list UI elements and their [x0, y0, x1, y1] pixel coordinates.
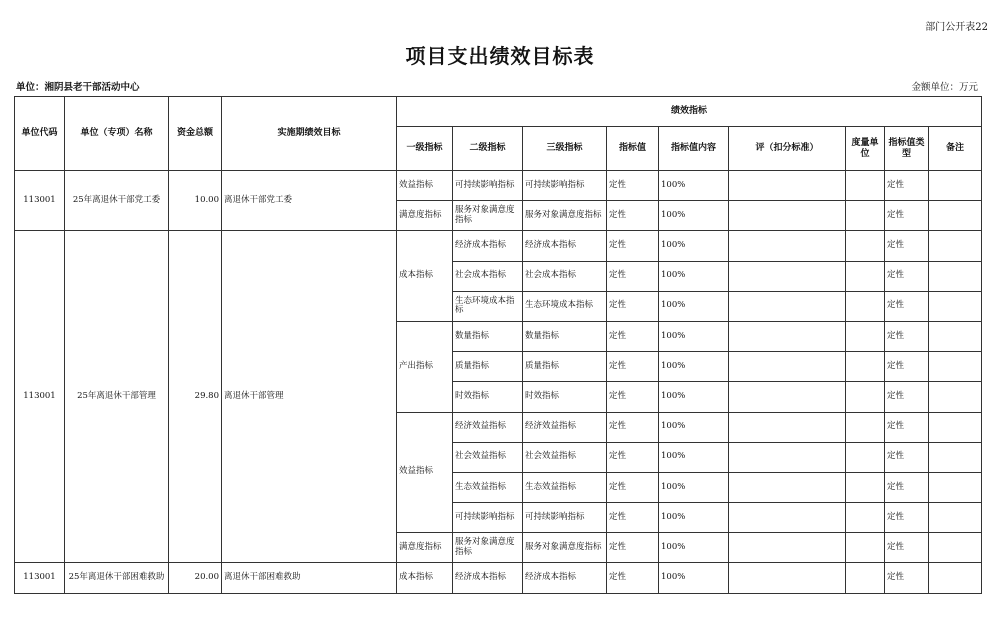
level2-indicator-cell: 质量指标 — [453, 352, 523, 382]
remark-cell — [929, 442, 982, 472]
header-value: 指标值 — [607, 127, 659, 171]
amount-cell: 10.00 — [169, 171, 222, 231]
measure-unit-cell — [846, 412, 885, 442]
value-type-cell: 定性 — [885, 442, 929, 472]
measure-unit-cell — [846, 442, 885, 472]
value-type-cell: 定性 — [885, 201, 929, 231]
score-standard-cell — [729, 201, 846, 231]
measure-unit-cell — [846, 503, 885, 533]
indicator-content-cell: 100% — [659, 442, 729, 472]
value-type-cell: 定性 — [885, 412, 929, 442]
amount-cell: 29.80 — [169, 231, 222, 563]
indicator-value-cell: 定性 — [607, 442, 659, 472]
amount-cell: 20.00 — [169, 563, 222, 593]
level2-indicator-cell: 服务对象满意度指标 — [453, 201, 523, 231]
indicator-content-cell: 100% — [659, 261, 729, 291]
indicator-value-cell: 定性 — [607, 291, 659, 321]
remark-cell — [929, 261, 982, 291]
header-code: 单位代码 — [15, 97, 65, 171]
indicator-content-cell: 100% — [659, 533, 729, 563]
score-standard-cell — [729, 442, 846, 472]
level2-indicator-cell: 生态环境成本指标 — [453, 291, 523, 321]
measure-unit-cell — [846, 472, 885, 502]
level3-indicator-cell: 可持续影响指标 — [523, 503, 607, 533]
value-type-cell: 定性 — [885, 563, 929, 593]
table-row — [15, 563, 982, 593]
measure-unit-cell — [846, 231, 885, 261]
level3-indicator-cell: 服务对象满意度指标 — [523, 533, 607, 563]
indicator-value-cell: 定性 — [607, 533, 659, 563]
remark-cell — [929, 563, 982, 593]
indicator-content-cell: 100% — [659, 503, 729, 533]
score-standard-cell — [729, 291, 846, 321]
level2-indicator-cell: 社会效益指标 — [453, 442, 523, 472]
level1-indicator-cell: 效益指标 — [397, 171, 453, 201]
measure-unit-cell — [846, 352, 885, 382]
header-remark: 备注 — [929, 127, 982, 171]
indicator-content-cell: 100% — [659, 291, 729, 321]
indicator-content-cell: 100% — [659, 321, 729, 351]
score-standard-cell — [729, 563, 846, 593]
unit-code-cell: 113001 — [15, 563, 65, 593]
remark-cell — [929, 472, 982, 502]
level2-indicator-cell: 可持续影响指标 — [453, 503, 523, 533]
level3-indicator-cell: 服务对象满意度指标 — [523, 201, 607, 231]
remark-cell — [929, 291, 982, 321]
header-score: 评（扣分标准） — [729, 127, 846, 171]
level3-indicator-cell: 数量指标 — [523, 321, 607, 351]
level1-indicator-cell: 满意度指标 — [397, 201, 453, 231]
header-measure: 度量单位 — [846, 127, 885, 171]
level3-indicator-cell: 生态环境成本指标 — [523, 291, 607, 321]
header-type: 指标值类型 — [885, 127, 929, 171]
level2-indicator-cell: 经济成本指标 — [453, 563, 523, 593]
header-name: 单位（专项）名称 — [65, 97, 169, 171]
level3-indicator-cell: 质量指标 — [523, 352, 607, 382]
indicator-value-cell: 定性 — [607, 382, 659, 412]
indicator-value-cell: 定性 — [607, 231, 659, 261]
goal-cell: 离退休干部管理 — [222, 231, 397, 563]
goal-cell: 离退休干部困难救助 — [222, 563, 397, 593]
header-lvl1: 一级指标 — [397, 127, 453, 171]
remark-cell — [929, 503, 982, 533]
level2-indicator-cell: 时效指标 — [453, 382, 523, 412]
header-lvl2: 二级指标 — [453, 127, 523, 171]
level3-indicator-cell: 可持续影响指标 — [523, 171, 607, 201]
measure-unit-cell — [846, 291, 885, 321]
remark-cell — [929, 533, 982, 563]
remark-cell — [929, 352, 982, 382]
value-type-cell: 定性 — [885, 382, 929, 412]
indicator-value-cell: 定性 — [607, 563, 659, 593]
unit-code-cell: 113001 — [15, 171, 65, 231]
score-standard-cell — [729, 503, 846, 533]
unit-code-cell: 113001 — [15, 231, 65, 563]
value-type-cell: 定性 — [885, 352, 929, 382]
page-title: 项目支出绩效目标表 — [405, 44, 595, 68]
measure-unit-cell — [846, 321, 885, 351]
table-row — [15, 231, 982, 261]
level3-indicator-cell: 生态效益指标 — [523, 472, 607, 502]
level2-indicator-cell: 经济效益指标 — [453, 412, 523, 442]
indicator-content-cell: 100% — [659, 382, 729, 412]
indicator-value-cell: 定性 — [607, 503, 659, 533]
value-type-cell: 定性 — [885, 472, 929, 502]
score-standard-cell — [729, 472, 846, 502]
project-name-cell: 25年离退休干部党工委 — [65, 171, 169, 231]
score-standard-cell — [729, 382, 846, 412]
measure-unit-cell — [846, 533, 885, 563]
measure-unit-cell — [846, 171, 885, 201]
indicator-value-cell: 定性 — [607, 352, 659, 382]
level1-indicator-cell: 产出指标 — [397, 321, 453, 412]
remark-cell — [929, 321, 982, 351]
level1-indicator-cell: 成本指标 — [397, 231, 453, 322]
money-unit-label: 金额单位：万元 — [911, 82, 978, 93]
value-type-cell: 定性 — [885, 321, 929, 351]
value-type-cell: 定性 — [885, 231, 929, 261]
indicator-value-cell: 定性 — [607, 321, 659, 351]
level2-indicator-cell: 可持续影响指标 — [453, 171, 523, 201]
score-standard-cell — [729, 261, 846, 291]
project-name-cell: 25年离退休干部困难救助 — [65, 563, 169, 593]
indicator-content-cell: 100% — [659, 231, 729, 261]
measure-unit-cell — [846, 563, 885, 593]
level2-indicator-cell: 生态效益指标 — [453, 472, 523, 502]
header-perf: 绩效指标 — [397, 97, 982, 127]
level3-indicator-cell: 经济成本指标 — [523, 563, 607, 593]
measure-unit-cell — [846, 382, 885, 412]
value-type-cell: 定性 — [885, 261, 929, 291]
level1-indicator-cell: 成本指标 — [397, 563, 453, 593]
score-standard-cell — [729, 533, 846, 563]
project-name-cell: 25年离退休干部管理 — [65, 231, 169, 563]
score-standard-cell — [729, 231, 846, 261]
header-goal: 实施期绩效目标 — [222, 97, 397, 171]
value-type-cell: 定性 — [885, 291, 929, 321]
header-lvl3: 三级指标 — [523, 127, 607, 171]
indicator-value-cell: 定性 — [607, 472, 659, 502]
remark-cell — [929, 231, 982, 261]
remark-cell — [929, 412, 982, 442]
measure-unit-cell — [846, 261, 885, 291]
level2-indicator-cell: 数量指标 — [453, 321, 523, 351]
remark-cell — [929, 201, 982, 231]
header-amount: 资金总额 — [169, 97, 222, 171]
score-standard-cell — [729, 321, 846, 351]
indicator-content-cell: 100% — [659, 472, 729, 502]
level1-indicator-cell: 效益指标 — [397, 412, 453, 533]
level3-indicator-cell: 社会成本指标 — [523, 261, 607, 291]
indicator-value-cell: 定性 — [607, 261, 659, 291]
indicator-value-cell: 定性 — [607, 201, 659, 231]
value-type-cell: 定性 — [885, 503, 929, 533]
value-type-cell: 定性 — [885, 533, 929, 563]
indicator-content-cell: 100% — [659, 563, 729, 593]
level2-indicator-cell: 服务对象满意度指标 — [453, 533, 523, 563]
indicator-content-cell: 100% — [659, 171, 729, 201]
score-standard-cell — [729, 352, 846, 382]
page-number: 部门公开表22 — [925, 22, 988, 33]
unit-label: 单位：湘阴县老干部活动中心 — [16, 82, 140, 93]
value-type-cell: 定性 — [885, 171, 929, 201]
measure-unit-cell — [846, 201, 885, 231]
header-content: 指标值内容 — [659, 127, 729, 171]
level3-indicator-cell: 经济效益指标 — [523, 412, 607, 442]
goal-cell: 离退休干部党工委 — [222, 171, 397, 231]
indicator-content-cell: 100% — [659, 412, 729, 442]
level2-indicator-cell: 社会成本指标 — [453, 261, 523, 291]
table-row — [15, 171, 982, 201]
score-standard-cell — [729, 171, 846, 201]
level2-indicator-cell: 经济成本指标 — [453, 231, 523, 261]
indicator-content-cell: 100% — [659, 201, 729, 231]
performance-table — [14, 96, 982, 594]
level1-indicator-cell: 满意度指标 — [397, 533, 453, 563]
remark-cell — [929, 382, 982, 412]
level3-indicator-cell: 经济成本指标 — [523, 231, 607, 261]
score-standard-cell — [729, 412, 846, 442]
remark-cell — [929, 171, 982, 201]
indicator-content-cell: 100% — [659, 352, 729, 382]
indicator-value-cell: 定性 — [607, 412, 659, 442]
indicator-value-cell: 定性 — [607, 171, 659, 201]
level3-indicator-cell: 时效指标 — [523, 382, 607, 412]
level3-indicator-cell: 社会效益指标 — [523, 442, 607, 472]
